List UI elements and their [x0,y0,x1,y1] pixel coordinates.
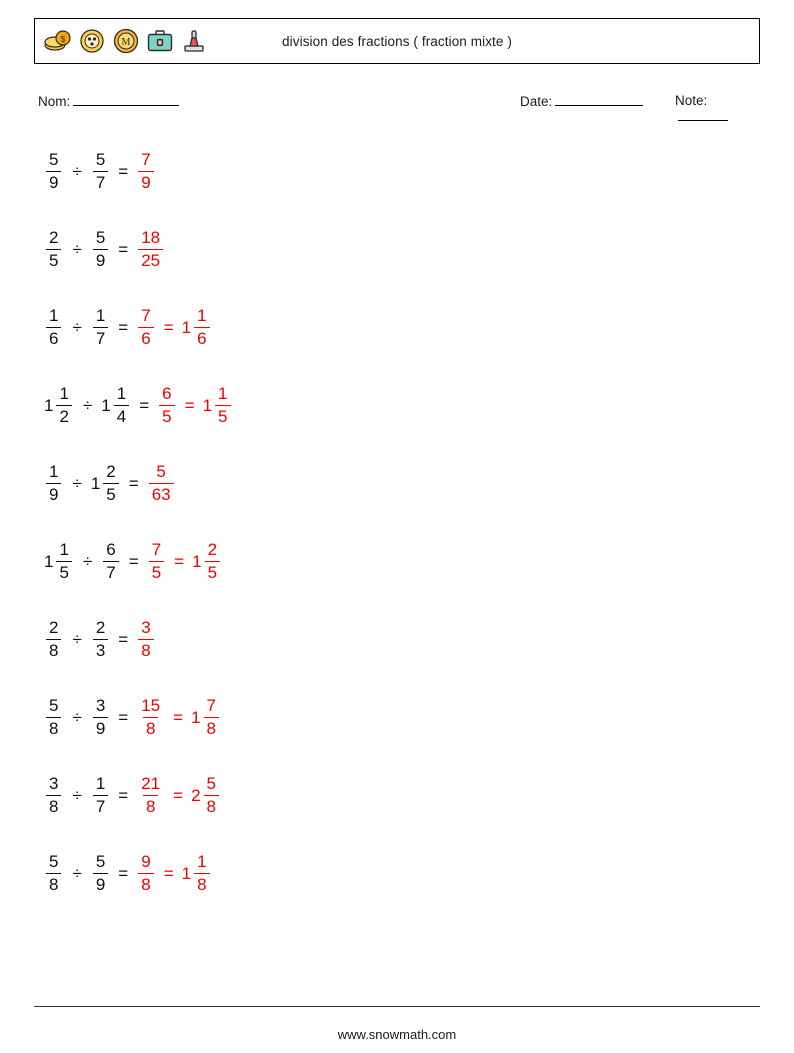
operand-right-numerator: 5 [95,150,106,170]
answer-improper [136,306,155,347]
problem-expression [44,540,222,581]
answer-value [136,774,221,815]
answer-value [147,462,176,503]
equals-symbol: = [118,863,129,883]
svg-text:$: $ [60,35,66,44]
operand-right-fraction [93,306,108,347]
problem-list [34,132,760,912]
operand-right [91,306,110,347]
answer-improper-numerator: 15 [141,696,161,716]
equals-symbol-2: = [184,395,195,415]
equals-symbol-2: = [163,863,174,883]
footer-divider [34,1006,760,1007]
answer-improper-numerator: 7 [141,150,151,170]
operand-right-numerator: 5 [95,852,106,872]
answer-improper [147,540,166,581]
problem-row [34,756,760,834]
operand-left-numerator: 5 [49,150,59,170]
answer-improper-numerator: 7 [141,306,151,326]
problem-row [34,132,760,210]
problem-row [34,366,760,444]
operand-right-numerator: 1 [95,306,106,326]
answer-improper [136,696,165,737]
equals-symbol: = [128,551,139,571]
name-blank[interactable] [73,93,179,106]
operand-right [101,384,131,425]
answer-mixed-numerator: 1 [197,306,207,326]
answer-mixed-numerator: 2 [207,540,218,560]
answer-mixed-whole: 1 [202,395,213,415]
problem-row [34,834,760,912]
problem-expression [44,150,156,191]
problem-expression [44,306,212,347]
equals-symbol: = [128,473,139,493]
answer-improper [157,384,176,425]
operand-right-numerator: 1 [95,774,106,794]
answer-value [136,306,211,347]
operand-right-fraction [103,540,118,581]
answer-mixed [191,774,221,815]
divide-symbol: ÷ [72,629,82,649]
operand-left-denominator: 8 [46,795,61,816]
problem-row [34,210,760,288]
operand-left [44,696,63,737]
operand-left [44,150,63,191]
answer-improper-numerator: 7 [151,540,162,560]
date-field[interactable] [520,93,643,109]
answer-mixed-whole: 2 [191,785,201,805]
problem-row [34,522,760,600]
operand-left-denominator: 8 [46,717,61,738]
answer-mixed-fraction [204,774,219,815]
answer-value [136,852,211,893]
answer-mixed-numerator: 1 [218,384,228,404]
answer-improper [136,228,165,269]
operand-right-fraction [114,384,129,425]
answer-mixed-denominator: 8 [194,873,209,894]
answer-mixed [203,384,233,425]
operand-left-denominator: 5 [56,561,71,582]
problem-row [34,444,760,522]
operand-right-denominator: 7 [93,327,108,348]
problem-expression [44,852,212,893]
answer-improper-denominator: 5 [159,405,174,426]
operand-left-fraction [46,774,61,815]
operand-left [44,618,63,659]
operand-right [91,774,110,815]
operand-right-denominator: 9 [93,249,108,270]
operand-left-whole: 1 [44,551,54,571]
answer-value [136,150,155,191]
answer-improper-fraction [138,852,153,893]
divide-symbol: ÷ [82,551,93,571]
answer-mixed [182,852,212,893]
answer-value [147,540,222,581]
divide-symbol: ÷ [72,239,82,259]
operand-right-denominator: 7 [93,795,108,816]
svg-text:M: M [121,37,131,48]
equals-symbol: = [118,161,129,181]
operand-left-denominator: 5 [46,249,61,270]
equals-symbol-2: = [174,551,185,571]
answer-improper [136,618,155,659]
operand-right-denominator: 4 [114,405,129,426]
operand-right-fraction [93,774,108,815]
operand-right [91,696,110,737]
divide-symbol: ÷ [72,863,82,883]
operand-left [44,852,63,893]
answer-improper-denominator: 8 [143,717,158,738]
operand-right [91,228,110,269]
meta-row [34,93,760,113]
answer-value [136,618,155,659]
problem-expression [44,696,221,737]
answer-mixed-whole: 1 [181,863,192,883]
answer-improper-numerator: 18 [141,228,161,248]
equals-symbol: = [118,785,129,805]
equals-symbol: = [118,239,129,259]
operand-left-fraction [46,150,61,191]
operand-left-fraction [46,228,61,269]
answer-improper-fraction [149,540,164,581]
answer-improper-fraction [159,384,174,425]
operand-left-fraction [46,618,61,659]
equals-symbol: = [139,395,150,415]
footer-url: www.snowmath.com [337,1027,457,1042]
worksheet-title: division des fractions ( fraction mixte ) [282,33,512,49]
answer-mixed-numerator: 5 [206,774,217,794]
answer-mixed-whole: 1 [191,707,201,727]
operand-right-fraction [93,150,108,191]
divide-symbol: ÷ [72,317,82,337]
answer-mixed-fraction [205,540,220,581]
operand-right-fraction [93,852,108,893]
answer-mixed-denominator: 8 [204,717,219,738]
answer-improper-fraction [138,774,163,815]
operand-right-numerator: 6 [106,540,116,560]
operand-right-numerator: 3 [95,696,106,716]
answer-mixed [182,306,212,347]
equals-symbol-2: = [173,707,184,727]
answer-improper-fraction [138,696,163,737]
answer-improper-fraction [138,150,153,191]
note-field[interactable] [675,93,760,124]
operand-right-fraction [93,228,108,269]
answer-improper-denominator: 5 [149,561,164,582]
answer-improper-numerator: 5 [156,462,166,482]
operand-right-numerator: 2 [106,462,116,482]
answer-improper [136,852,155,893]
operand-right-numerator: 5 [95,228,106,248]
operand-right-fraction [93,696,108,737]
answer-mixed [191,696,221,737]
answer-mixed-numerator: 7 [206,696,217,716]
problem-row [34,288,760,366]
operand-left-fraction [56,384,71,425]
operand-right [101,540,120,581]
answer-mixed-denominator: 5 [205,561,220,582]
note-blank[interactable] [678,108,728,121]
operand-left-numerator: 2 [49,228,59,248]
operand-left [44,306,63,347]
operand-right [91,150,110,191]
date-label: Date: [520,94,553,109]
operand-left [44,774,63,815]
answer-improper-denominator: 25 [138,249,163,270]
answer-improper [136,150,155,191]
operand-left-numerator: 5 [49,696,59,716]
operand-left-denominator: 8 [46,639,61,660]
answer-improper-denominator: 8 [138,639,153,660]
operand-right [91,852,110,893]
problem-expression [44,774,221,815]
answer-improper-fraction [138,306,153,347]
operand-left-numerator: 3 [49,774,59,794]
equals-symbol: = [118,317,129,337]
operand-right-whole: 1 [90,473,101,493]
answer-improper-numerator: 21 [141,774,161,794]
name-field[interactable] [38,93,179,109]
answer-value [136,696,221,737]
answer-mixed-fraction [194,306,209,347]
answer-improper-fraction [138,228,163,269]
answer-mixed-denominator: 6 [194,327,209,348]
equals-symbol-2: = [163,317,174,337]
operand-left-fraction [46,696,61,737]
divide-symbol: ÷ [72,785,82,805]
equals-symbol-2: = [173,785,184,805]
operand-left [44,540,74,581]
operand-right-fraction [93,618,108,659]
divide-symbol: ÷ [82,395,93,415]
operand-right-fraction [103,462,118,503]
operand-left-fraction [46,462,61,503]
answer-mixed-fraction [204,696,219,737]
operand-right-denominator: 7 [93,171,108,192]
operand-left-numerator: 1 [49,306,59,326]
operand-left-numerator: 5 [49,852,59,872]
operand-left-numerator: 1 [49,462,59,482]
operand-right-denominator: 9 [93,873,108,894]
answer-value [157,384,232,425]
operand-left-fraction [56,540,71,581]
answer-improper-denominator: 6 [138,327,153,348]
operand-right [91,462,121,503]
operand-left-numerator: 1 [59,384,69,404]
problem-expression [44,462,176,503]
answer-mixed-numerator: 1 [197,852,207,872]
operand-right-denominator: 9 [93,717,108,738]
answer-improper-fraction [149,462,174,503]
operand-right-denominator: 3 [93,639,108,660]
answer-improper-numerator: 6 [162,384,172,404]
operand-left-whole: 1 [44,395,54,415]
operand-left-numerator: 1 [59,540,69,560]
answer-improper-fraction [138,618,153,659]
answer-value [136,228,165,269]
operand-right-numerator: 1 [116,384,127,404]
operand-left-fraction [46,306,61,347]
answer-mixed-denominator: 8 [204,795,219,816]
note-label: Note: [675,93,708,108]
operand-left-numerator: 2 [49,618,59,638]
equals-symbol: = [118,629,129,649]
operand-right-denominator: 5 [103,483,118,504]
answer-improper-numerator: 9 [141,852,151,872]
operand-left [44,462,63,503]
operand-right-whole: 1 [101,395,111,415]
operand-right [91,618,110,659]
header-box [34,18,760,64]
problem-row [34,600,760,678]
operand-left-denominator: 2 [56,405,71,426]
answer-improper [147,462,176,503]
problem-expression [44,228,165,269]
operand-left-fraction [46,852,61,893]
divide-symbol: ÷ [72,473,82,493]
operand-left-denominator: 9 [46,483,61,504]
operand-right-numerator: 2 [95,618,106,638]
operand-left-denominator: 8 [46,873,61,894]
operand-left-denominator: 9 [46,171,61,192]
operand-right-denominator: 7 [103,561,118,582]
answer-mixed-whole: 1 [181,317,192,337]
answer-improper-denominator: 8 [143,795,158,816]
operand-left [44,228,63,269]
operand-left-denominator: 6 [46,327,61,348]
problem-expression [44,384,233,425]
answer-mixed-fraction [194,852,209,893]
date-blank[interactable] [555,93,643,106]
problem-expression [44,618,156,659]
operand-left [44,384,74,425]
divide-symbol: ÷ [72,707,82,727]
problem-row [34,678,760,756]
answer-improper-denominator: 63 [149,483,174,504]
answer-mixed-whole: 1 [192,551,202,571]
name-label: Nom: [38,94,71,109]
answer-mixed-fraction [215,384,230,425]
answer-improper-denominator: 9 [138,171,153,192]
answer-improper-denominator: 8 [138,873,153,894]
equals-symbol: = [118,707,129,727]
divide-symbol: ÷ [72,161,82,181]
answer-improper [136,774,165,815]
answer-mixed [192,540,222,581]
answer-mixed-denominator: 5 [215,405,230,426]
answer-improper-numerator: 3 [141,618,151,638]
